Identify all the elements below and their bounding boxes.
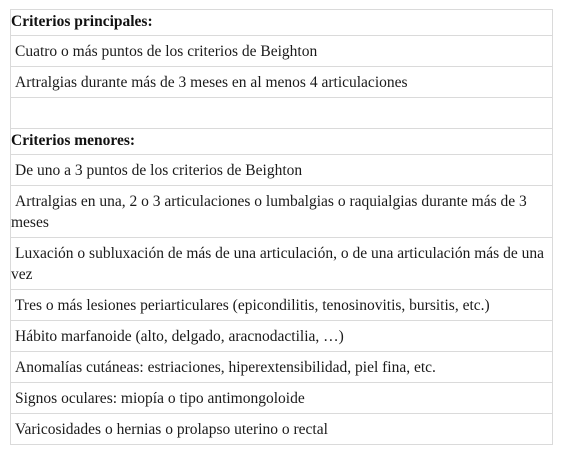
criterion-cell: Hábito marfanoide (alto, delgado, aracnodactilia, …) xyxy=(11,321,553,352)
criteria-table xyxy=(10,9,553,445)
table-row xyxy=(11,383,553,414)
spacer-cell xyxy=(11,98,553,129)
section-header-row xyxy=(11,129,553,155)
table-row xyxy=(11,414,553,445)
criterion-cell: Tres o más lesiones periarticulares (epicondilitis, tenosinovitis, bursitis, etc.) xyxy=(11,290,553,321)
spacer-row xyxy=(11,98,553,129)
table-row xyxy=(11,67,553,98)
table-row xyxy=(11,238,553,290)
table-row xyxy=(11,321,553,352)
criteria-table-body xyxy=(11,10,553,445)
section-title-menores: Criterios menores: xyxy=(11,129,553,155)
criterion-cell: Artralgias durante más de 3 meses en al menos 4 articulaciones xyxy=(11,67,553,98)
criterion-cell: Signos oculares: miopía o tipo antimongoloide xyxy=(11,383,553,414)
criterion-cell: Cuatro o más puntos de los criterios de Beighton xyxy=(11,36,553,67)
section-header-row xyxy=(11,10,553,36)
criterion-cell: Luxación o subluxación de más de una articulación, o de una articulación más de una vez xyxy=(11,238,553,290)
table-row xyxy=(11,155,553,186)
section-title-principales: Criterios principales: xyxy=(11,10,553,36)
criterion-cell: Artralgias en una, 2 o 3 articulaciones o lumbalgias o raquialgias durante más de 3 meses xyxy=(11,186,553,238)
table-row xyxy=(11,186,553,238)
table-row xyxy=(11,290,553,321)
criterion-cell: Anomalías cutáneas: estriaciones, hiperextensibilidad, piel fina, etc. xyxy=(11,352,553,383)
table-row xyxy=(11,36,553,67)
table-row xyxy=(11,352,553,383)
criterion-cell: De uno a 3 puntos de los criterios de Beighton xyxy=(11,155,553,186)
criterion-cell: Varicosidades o hernias o prolapso uterino o rectal xyxy=(11,414,553,445)
